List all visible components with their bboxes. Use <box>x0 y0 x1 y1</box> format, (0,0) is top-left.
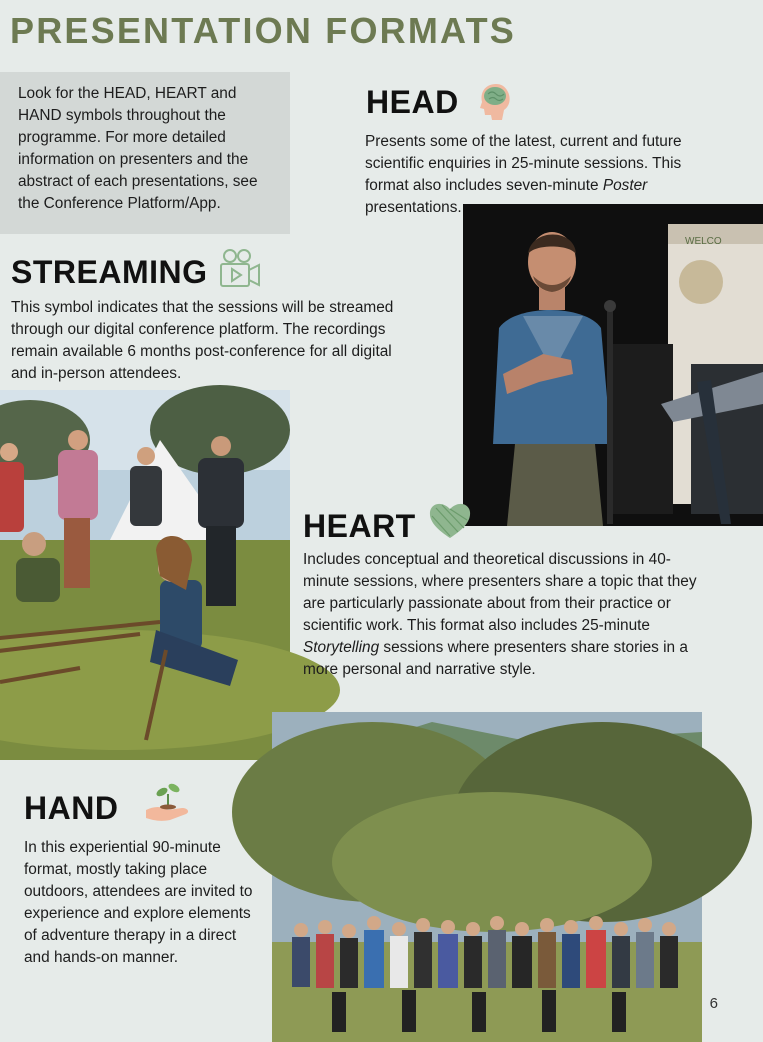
video-camera-icon <box>218 248 262 288</box>
group-activity-photo <box>272 712 702 1042</box>
storytelling-term: Storytelling <box>303 639 380 656</box>
heart-heading: HEART <box>303 508 416 544</box>
head-heading: HEAD <box>366 84 459 120</box>
banner-text: WELCO <box>685 236 722 247</box>
heart-description: Includes conceptual and theoretical discussions in 40-minute sessions, where presenters share a topic that they are particularly passionate about from their practice or scientific work. This format also includes 25-minute Storytelling sessions where presenters share stories in a more personal and narrative style. <box>303 551 697 678</box>
brain-head-icon <box>476 82 512 122</box>
hand-description: In this experiential 90-minute format, mostly taking place outdoors, attendees are invited to experience and explore elements of adventure therapy in a direct and hands-on manner. <box>24 839 253 966</box>
streaming-heading: STREAMING <box>11 254 208 290</box>
outdoor-workshop-photo <box>0 390 290 760</box>
intro-text: Look for the HEAD, HEART and HAND symbols throughout the programme. For more detailed information on presenters and the abstract of each presentations, see the Conference Platform/App. <box>18 85 258 212</box>
page-title: PRESENTATION FORMATS <box>10 10 516 51</box>
page-number: 6 <box>709 995 718 1012</box>
hand-heading: HAND <box>24 790 119 826</box>
streaming-description: This symbol indicates that the sessions will be streamed through our digital conference platform. The recordings remain available 6 months post-conference for all digital and in-person attendees. <box>11 299 394 382</box>
hand-sprout-icon <box>144 780 192 824</box>
speaker-photo <box>463 204 763 526</box>
poster-term: Poster <box>602 177 648 194</box>
heart-icon <box>428 500 472 540</box>
head-description: Presents some of the latest, current and future scientific enquiries in 25-minute sessions. This format also includes seven-minute Poster presentations. <box>365 133 682 216</box>
intro-box <box>0 72 290 234</box>
